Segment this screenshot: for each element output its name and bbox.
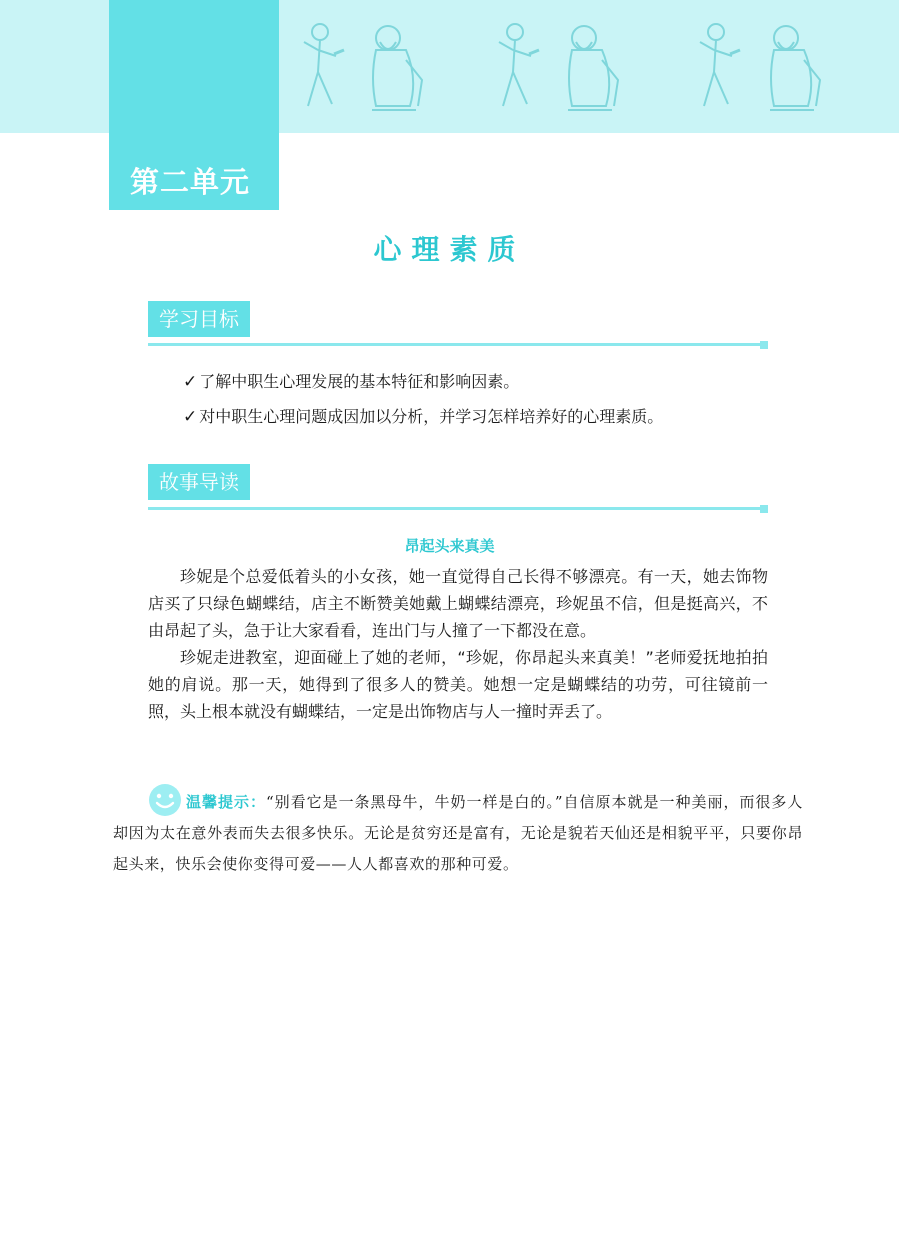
unit-label: 第二单元 xyxy=(130,165,251,199)
goals-divider xyxy=(148,343,768,346)
old-man-icon xyxy=(558,20,626,116)
old-man-icon xyxy=(760,20,828,116)
tip-box xyxy=(113,787,803,880)
story-heading: 故事导读 xyxy=(148,464,250,500)
story-paragraph: 珍妮是个总爱低着头的小女孩，她一直觉得自己长得不够漂亮。有一天，她去饰物店买了只绿色蝴蝶结，店主不断赞美她戴上蝴蝶结漂亮，珍妮虽不信，但是挺高兴，不由昂起了头，急于让大家看看，连出门与人撞了一下都没在意。 xyxy=(148,567,768,640)
figure-icon xyxy=(493,20,543,112)
goal-item: ✓ 了解中职生心理发展的基本特征和影响因素。 xyxy=(183,372,520,392)
goal-item: ✓ 对中职生心理问题成因加以分析，并学习怎样培养好的心理素质。 xyxy=(183,407,664,427)
page-title: 心理素质 xyxy=(373,233,526,266)
figure-icon xyxy=(694,20,744,112)
tip-label: 温馨提示： xyxy=(186,793,266,811)
divider-end-marker xyxy=(760,505,768,513)
story-title: 昂起头来真美 xyxy=(404,537,495,555)
tip-text: “别看它是一条黑母牛，牛奶一样是白的。”自信原本就是一种美丽，而很多人却因为太在意外表而失去很多快乐。无论是贫穷还是富有，无论是貌若天仙还是相貌平平，只要你昂起头来，快乐会使你变得可爱——人人都喜欢的那种可爱。 xyxy=(113,793,803,873)
story-divider xyxy=(148,507,768,510)
divider-end-marker xyxy=(760,341,768,349)
checkmark-icon: ✓ xyxy=(183,407,198,427)
story-paragraph: 珍妮走进教室，迎面碰上了她的老师，“珍妮，你昂起头来真美！”老师爱抚地拍拍她的肩说。那一天，她得到了很多人的赞美。她想一定是蝴蝶结的功劳，可往镜前一照，头上根本就没有蝴蝶结，一定是出饰物店与人一撞时弄丢了。 xyxy=(148,648,768,721)
goals-heading: 学习目标 xyxy=(148,301,250,337)
figure-icon xyxy=(298,20,348,112)
old-man-icon xyxy=(362,20,430,116)
checkmark-icon: ✓ xyxy=(183,372,198,392)
